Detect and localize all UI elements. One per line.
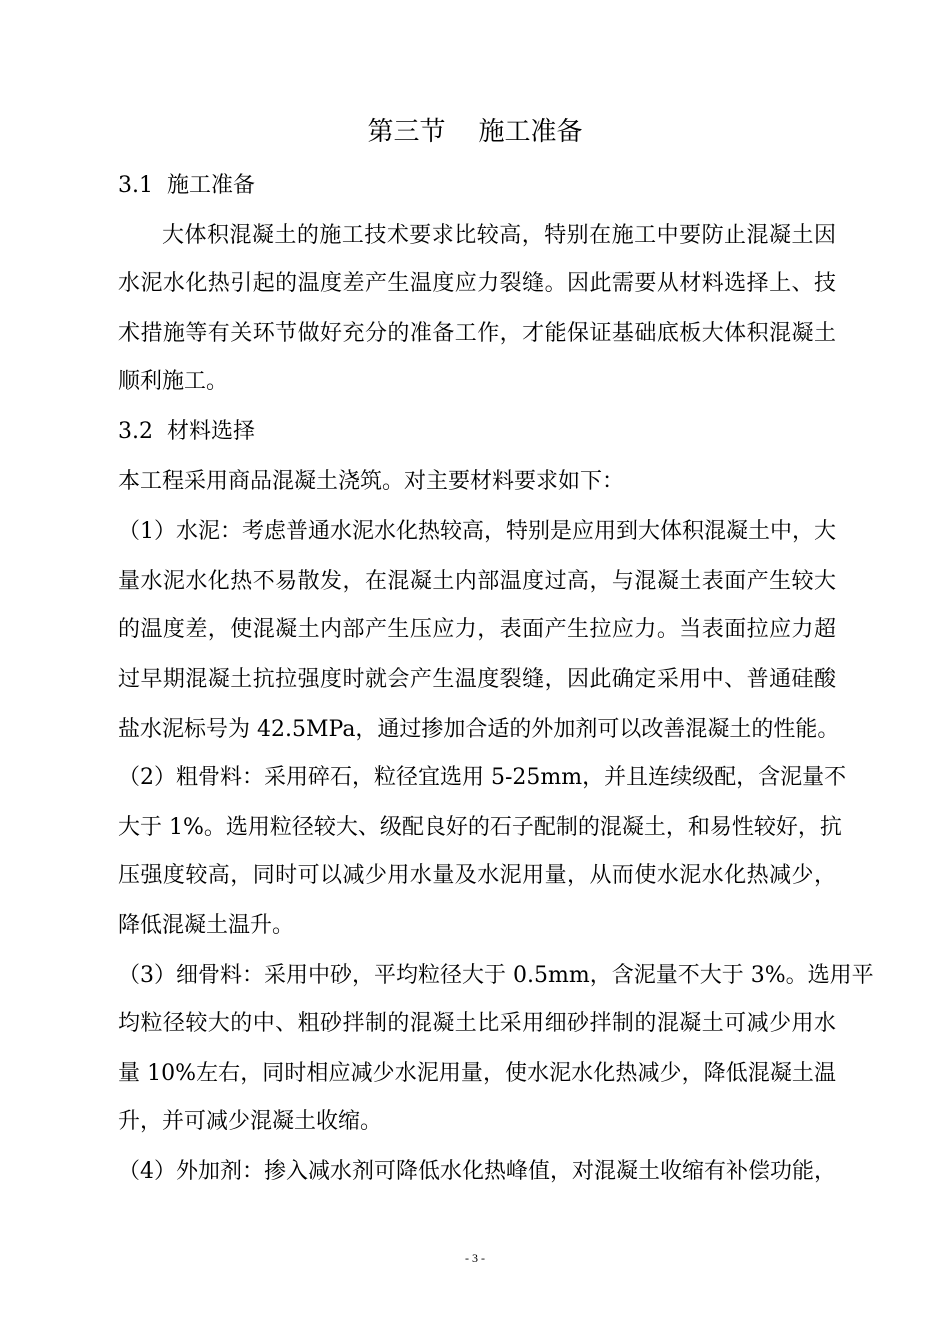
- paragraph-line: 水泥水化热引起的温度差产生温度应力裂缝。因此需要从材料选择上、技: [118, 271, 836, 296]
- section-heading-3-1: 3.1 施工准备: [118, 173, 255, 198]
- item-cement-line: 盐水泥标号为 42.5MPa，通过掺加合适的外加剂可以改善混凝土的性能。: [118, 717, 840, 742]
- item-fine-aggregate-line: 量 10%左右，同时相应减少水泥用量，使水泥水化热减少，降低混凝土温: [118, 1061, 836, 1086]
- item-cement-line: 过早期混凝土抗拉强度时就会产生温度裂缝，因此确定采用中、普通硅酸: [118, 667, 836, 692]
- paragraph-line: 术措施等有关环节做好充分的准备工作，才能保证基础底板大体积混凝土: [118, 321, 836, 346]
- item-coarse-aggregate-line: 大于 1%。选用粒径较大、级配良好的石子配制的混凝土，和易性较好，抗: [118, 815, 842, 840]
- paragraph-line: 顺利施工。: [118, 369, 229, 394]
- item-coarse-aggregate-line: 降低混凝土温升。: [118, 913, 295, 938]
- page-number: - 3 -: [465, 1251, 485, 1265]
- item-fine-aggregate-line: 升，并可减少混凝土收缩。: [118, 1109, 383, 1134]
- item-fine-aggregate-line: （3）细骨料：采用中砂，平均粒径大于 0.5mm，含泥量不大于 3%。选用平: [118, 963, 874, 988]
- item-fine-aggregate-line: 均粒径较大的中、粗砂拌制的混凝土比采用细砂拌制的混凝土可减少用水: [118, 1011, 836, 1036]
- item-cement-line: 量水泥水化热不易散发，在混凝土内部温度过高，与混凝土表面产生较大: [118, 569, 836, 594]
- item-cement-line: （1）水泥：考虑普通水泥水化热较高，特别是应用到大体积混凝土中，大: [118, 519, 836, 544]
- paragraph-line: 大体积混凝土的施工技术要求比较高，特别在施工中要防止混凝土因: [162, 223, 836, 248]
- section-heading-3-2: 3.2 材料选择: [118, 419, 255, 444]
- item-cement-line: 的温度差，使混凝土内部产生压应力，表面产生拉应力。当表面拉应力超: [118, 617, 836, 642]
- section-title: 第三节 施工准备: [367, 117, 583, 147]
- item-coarse-aggregate-line: 压强度较高，同时可以减少用水量及水泥用量，从而使水泥水化热减少，: [118, 863, 836, 888]
- item-coarse-aggregate-line: （2）粗骨料：采用碎石，粒径宜选用 5-25mm，并且连续级配，含泥量不: [118, 765, 847, 790]
- materials-intro: 本工程采用商品混凝土浇筑。对主要材料要求如下：: [118, 469, 625, 494]
- item-admixture-line: （4）外加剂：掺入减水剂可降低水化热峰值，对混凝土收缩有补偿功能，: [118, 1159, 836, 1184]
